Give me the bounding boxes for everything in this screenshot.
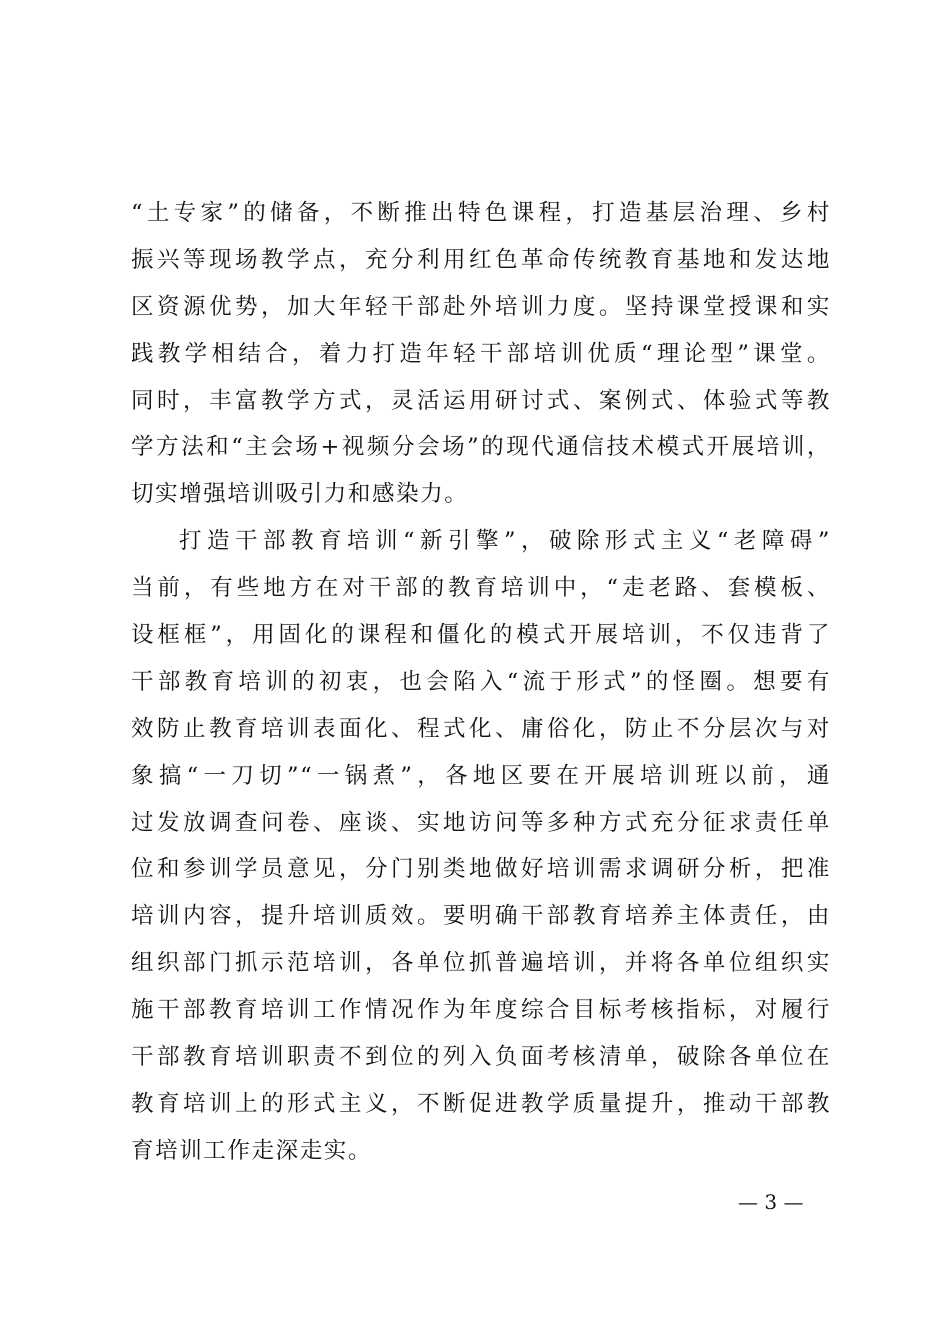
page-number: — 3 — <box>738 1190 804 1214</box>
text-line: 践教学相结合，着力打造年轻干部培训优质“理论型”课堂。 <box>131 340 831 367</box>
text-line: 设框框”，用固化的课程和僵化的模式开展培训，不仅违背了 <box>131 622 831 649</box>
text-line: 学方法和“主会场+视频分会场”的现代通信技术模式开展培训， <box>131 434 831 461</box>
text-line: 当前，有些地方在对干部的教育培训中，“走老路、套模板、 <box>131 575 831 602</box>
text-line: “土专家”的储备，不断推出特色课程，打造基层治理、乡村 <box>131 200 831 226</box>
text-line: 过发放调查问卷、座谈、实地访问等多种方式充分征求责任单 <box>131 809 831 836</box>
text-line: 同时，丰富教学方式，灵活运用研讨式、案例式、体验式等教 <box>131 387 831 414</box>
text-line: 效防止教育培训表面化、程式化、庸俗化，防止不分层次与对 <box>131 715 831 742</box>
text-line: 育培训工作走深走实。 <box>131 1137 373 1164</box>
text-line: 位和参训学员意见，分门别类地做好培训需求调研分析，把准 <box>131 856 831 883</box>
section-heading: 打造干部教育培训“新引擎”，破除形式主义“老障碍” <box>179 528 831 555</box>
body-text <box>131 190 831 1175</box>
text-line: 干部教育培训的初衷，也会陷入“流于形式”的怪圈。想要有 <box>131 668 831 695</box>
text-line: 振兴等现场教学点，充分利用红色革命传统教育基地和发达地 <box>131 246 831 273</box>
text-line: 干部教育培训职责不到位的列入负面考核清单，破除各单位在 <box>131 1044 831 1071</box>
text-line: 施干部教育培训工作情况作为年度综合目标考核指标，对履行 <box>131 997 831 1024</box>
text-line: 区资源优势，加大年轻干部赴外培训力度。坚持课堂授课和实 <box>131 293 831 320</box>
text-line: 象搞“一刀切”“一锅煮”，各地区要在开展培训班以前，通 <box>131 762 831 789</box>
text-line: 培训内容，提升培训质效。要明确干部教育培养主体责任，由 <box>131 903 831 930</box>
text-line: 组织部门抓示范培训，各单位抓普遍培训，并将各单位组织实 <box>131 950 831 977</box>
text-line: 切实增强培训吸引力和感染力。 <box>131 481 469 508</box>
text-line: 教育培训上的形式主义，不断促进教学质量提升，推动干部教 <box>131 1090 831 1117</box>
